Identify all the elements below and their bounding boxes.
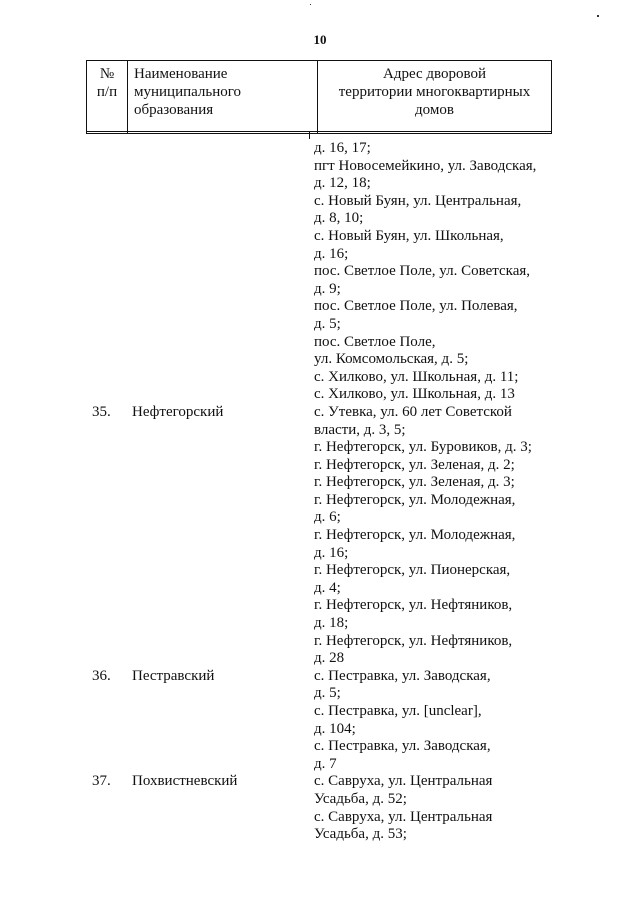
- table-row: [0, 791, 640, 809]
- table-row: [0, 809, 640, 827]
- table-row: [0, 439, 640, 457]
- table-row: [0, 246, 640, 264]
- table-body: [0, 140, 640, 844]
- header-number-line: п/п: [96, 84, 118, 100]
- header-name-line: образования: [134, 102, 214, 118]
- address-text: д. 16;: [314, 245, 349, 262]
- table-row: [0, 386, 640, 404]
- address-text: Усадьба, д. 53;: [314, 826, 407, 843]
- table-row: [0, 175, 640, 193]
- table-row: [0, 562, 640, 580]
- table-row: [0, 756, 640, 774]
- header-name-column: [128, 61, 318, 133]
- address-text: пгт Новосемейкино, ул. Заводская,: [314, 157, 537, 174]
- header-address-column: [318, 61, 551, 133]
- address-text: с. Савруха, ул. Центральная: [314, 773, 493, 790]
- table-row: [0, 316, 640, 334]
- table-row: [0, 193, 640, 211]
- table-row: [0, 474, 640, 492]
- municipality-name: Пестравский: [132, 667, 215, 684]
- address-text: г. Нефтегорск, ул. Нефтяников,: [314, 632, 513, 649]
- table-row: [0, 721, 640, 739]
- address-text: с. Новый Буян, ул. Центральная,: [314, 192, 522, 209]
- table-row: [0, 545, 640, 563]
- table-row: [0, 738, 640, 756]
- address-text: д. 8, 10;: [314, 210, 364, 227]
- address-text: д. 7: [314, 755, 337, 772]
- address-text: Усадьба, д. 52;: [314, 790, 407, 807]
- header-address-line: домов: [415, 102, 454, 118]
- address-text: д. 12, 18;: [314, 175, 371, 192]
- scan-speck: [310, 4, 311, 5]
- address-text: ул. Комсомольская, д. 5;: [314, 351, 469, 368]
- address-text: д. 16, 17;: [314, 140, 371, 156]
- address-text: с. Хилково, ул. Школьная, д. 11;: [314, 368, 519, 385]
- table-row: [0, 773, 640, 791]
- table-row: [0, 580, 640, 598]
- address-text: г. Нефтегорск, ул. Молодежная,: [314, 527, 516, 544]
- address-text: с. Хилково, ул. Школьная, д. 13: [314, 386, 515, 403]
- table-header: [86, 60, 552, 134]
- table-row: [0, 685, 640, 703]
- header-address-line: Адрес дворовой: [382, 66, 487, 82]
- municipality-name: Похвистневский: [132, 773, 238, 790]
- address-text: с. Пестравка, ул. Заводская,: [314, 667, 491, 684]
- address-text: д. 18;: [314, 615, 349, 632]
- address-text: д. 4;: [314, 579, 341, 596]
- table-row: [0, 298, 640, 316]
- address-text: д. 5;: [314, 315, 341, 332]
- table-row: [0, 527, 640, 545]
- table-row: [0, 263, 640, 281]
- table-row: [0, 404, 640, 422]
- header-name-line: Наименование: [134, 66, 228, 82]
- table-row: [0, 633, 640, 651]
- address-text: пос. Светлое Поле, ул. Советская,: [314, 263, 530, 280]
- table-row: [0, 140, 640, 158]
- table-row: [0, 158, 640, 176]
- row-number: 37.: [92, 773, 111, 790]
- table-row: [0, 615, 640, 633]
- table-row: [0, 210, 640, 228]
- row-number: 36.: [92, 667, 111, 684]
- table-row: [0, 826, 640, 844]
- header-number-line: №: [99, 66, 115, 82]
- address-text: г. Нефтегорск, ул. Зеленая, д. 2;: [314, 456, 515, 473]
- municipality-name: Нефтегорский: [132, 403, 224, 420]
- table-row: [0, 228, 640, 246]
- scan-speck: [597, 15, 599, 17]
- table-row: [0, 650, 640, 668]
- address-text: г. Нефтегорск, ул. Зеленая, д. 3;: [314, 474, 515, 491]
- table-row: [0, 668, 640, 686]
- header-name-line: муниципального: [134, 84, 242, 100]
- table-divider-horizontal: [86, 131, 552, 132]
- address-text: д. 28: [314, 650, 345, 667]
- address-text: г. Нефтегорск, ул. Буровиков, д. 3;: [314, 439, 532, 456]
- page-number: 10: [313, 32, 327, 47]
- address-text: пос. Светлое Поле,: [314, 333, 436, 350]
- address-text: с. Савруха, ул. Центральная: [314, 808, 493, 825]
- address-text: д. 5;: [314, 685, 341, 702]
- table-row: [0, 509, 640, 527]
- address-text: с. Утевка, ул. 60 лет Советской: [314, 403, 512, 420]
- address-text: с. Пестравка, ул. Заводская,: [314, 738, 491, 755]
- table-row: [0, 597, 640, 615]
- table-row: [0, 334, 640, 352]
- table-divider-vertical: [309, 131, 310, 139]
- address-text: г. Нефтегорск, ул. Нефтяников,: [314, 597, 513, 614]
- table-row: [0, 369, 640, 387]
- table-row: [0, 703, 640, 721]
- table-row: [0, 281, 640, 299]
- address-text: с. Пестравка, ул. [unclear],: [314, 703, 482, 719]
- address-text: г. Нефтегорск, ул. Молодежная,: [314, 491, 516, 508]
- address-text: г. Нефтегорск, ул. Пионерская,: [314, 562, 511, 579]
- address-text: пос. Светлое Поле, ул. Полевая,: [314, 298, 518, 315]
- address-text: д. 16;: [314, 544, 349, 561]
- address-text: д. 6;: [314, 509, 341, 526]
- address-text: власти, д. 3, 5;: [314, 421, 406, 438]
- header-number-column: [87, 61, 128, 133]
- row-number: 35.: [92, 403, 111, 420]
- address-text: д. 9;: [314, 280, 341, 297]
- table-row: [0, 492, 640, 510]
- table-row: [0, 422, 640, 440]
- table-row: [0, 351, 640, 369]
- address-text: с. Новый Буян, ул. Школьная,: [314, 227, 504, 244]
- address-text: д. 104;: [314, 720, 356, 737]
- header-address-line: территории многоквартирных: [338, 84, 531, 100]
- table-row: [0, 457, 640, 475]
